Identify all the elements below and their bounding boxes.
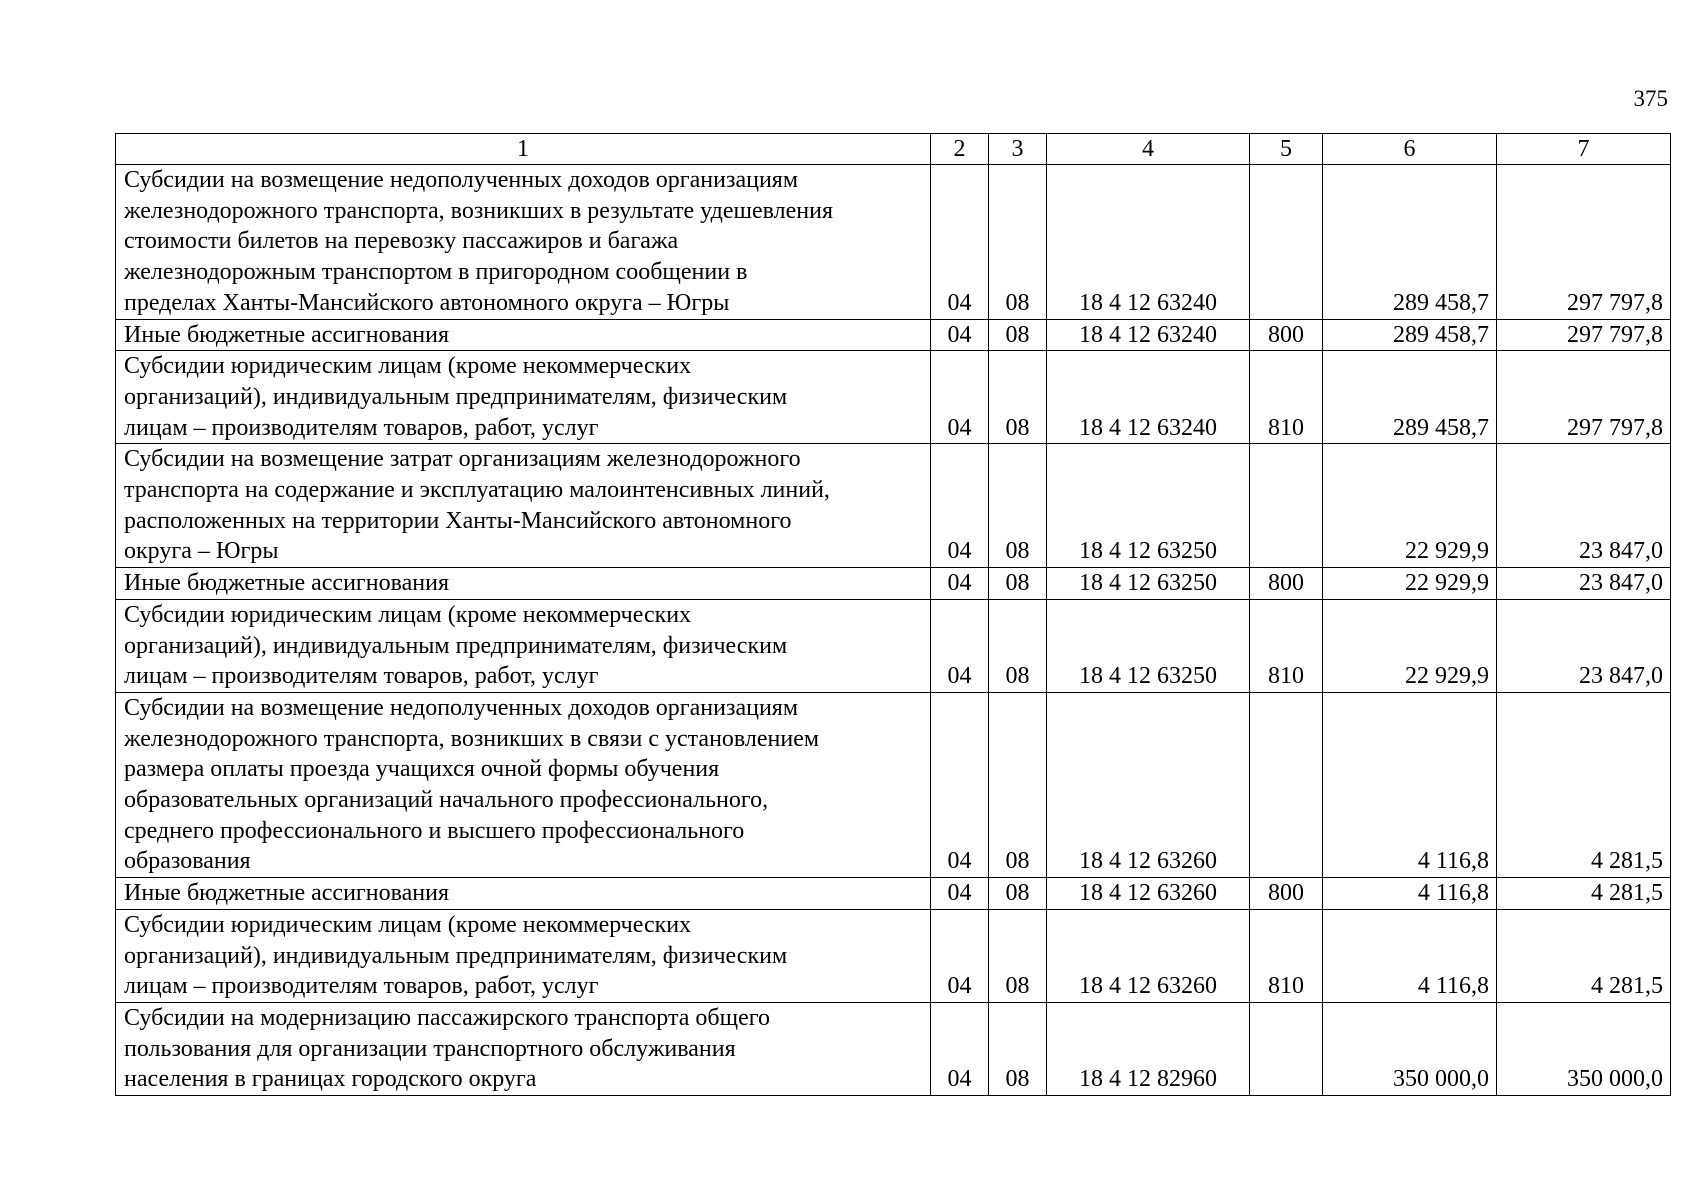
description-line: транспорта на содержание и эксплуатацию малоинтенсивных линий, bbox=[124, 477, 830, 504]
column-header: 2 bbox=[931, 134, 989, 165]
budget-table bbox=[115, 133, 1671, 1096]
description-line: стоимости билетов на перевозку пассажиров и багажа bbox=[124, 228, 679, 255]
row-description bbox=[116, 599, 931, 692]
description-line: Субсидии юридическим лицам (кроме некоммерческих bbox=[124, 601, 692, 628]
section-code-cell: 04 bbox=[931, 568, 989, 600]
description-line: Субсидии на модернизацию пассажирского транспорта общего bbox=[124, 1004, 770, 1031]
section-code-cell: 04 bbox=[931, 444, 989, 568]
amount-year-2-cell: 23 847,0 bbox=[1497, 568, 1671, 600]
section-code-cell: 04 bbox=[931, 909, 989, 1002]
expense-type-cell: 810 bbox=[1250, 909, 1323, 1002]
amount-year-1-cell: 4 116,8 bbox=[1323, 909, 1497, 1002]
table-body bbox=[116, 134, 1671, 1096]
table-row bbox=[116, 351, 1671, 444]
table-row bbox=[116, 444, 1671, 568]
description-line: лицам – производителям товаров, работ, услуг bbox=[124, 414, 599, 441]
expense-type-cell bbox=[1250, 1002, 1323, 1095]
target-article-cell: 18 4 12 63260 bbox=[1047, 909, 1250, 1002]
header-row bbox=[116, 134, 1671, 165]
row-description bbox=[116, 165, 931, 320]
target-article-cell: 18 4 12 63250 bbox=[1047, 568, 1250, 600]
target-article-cell: 18 4 12 63250 bbox=[1047, 599, 1250, 692]
target-article-cell: 18 4 12 63240 bbox=[1047, 319, 1250, 351]
description-line: железнодорожного транспорта, возникших в результате удешевления bbox=[124, 197, 833, 224]
description-line: железнодорожного транспорта, возникших в связи с установлением bbox=[124, 725, 820, 752]
column-header: 4 bbox=[1047, 134, 1250, 165]
expense-type-cell: 810 bbox=[1250, 599, 1323, 692]
description-line: пользования для организации транспортного обслуживания bbox=[124, 1035, 736, 1062]
target-article-cell: 18 4 12 63260 bbox=[1047, 878, 1250, 910]
description-line: Иные бюджетные ассигнования bbox=[124, 880, 449, 907]
expense-type-cell: 810 bbox=[1250, 351, 1323, 444]
amount-year-1-cell: 289 458,7 bbox=[1323, 351, 1497, 444]
column-header: 7 bbox=[1497, 134, 1671, 165]
expense-type-cell: 800 bbox=[1250, 878, 1323, 910]
amount-year-2-cell: 297 797,8 bbox=[1497, 319, 1671, 351]
amount-year-2-cell: 4 281,5 bbox=[1497, 878, 1671, 910]
amount-year-1-cell: 4 116,8 bbox=[1323, 692, 1497, 877]
description-line: расположенных на территории Ханты-Мансийского автономного bbox=[124, 507, 792, 534]
subsection-code-cell: 08 bbox=[989, 909, 1047, 1002]
row-description bbox=[116, 692, 931, 877]
description-line: Иные бюджетные ассигнования bbox=[124, 321, 449, 348]
column-header: 5 bbox=[1250, 134, 1323, 165]
target-article-cell: 18 4 12 63260 bbox=[1047, 692, 1250, 877]
description-line: округа – Югры bbox=[124, 538, 279, 565]
target-article-cell: 18 4 12 63240 bbox=[1047, 351, 1250, 444]
column-header: 3 bbox=[989, 134, 1047, 165]
subsection-code-cell: 08 bbox=[989, 692, 1047, 877]
amount-year-1-cell: 22 929,9 bbox=[1323, 444, 1497, 568]
target-article-cell: 18 4 12 63250 bbox=[1047, 444, 1250, 568]
column-header: 6 bbox=[1323, 134, 1497, 165]
amount-year-2-cell: 23 847,0 bbox=[1497, 599, 1671, 692]
expense-type-cell: 800 bbox=[1250, 319, 1323, 351]
row-description bbox=[116, 909, 931, 1002]
description-line: Субсидии на возмещение недополученных доходов организациям bbox=[124, 694, 799, 721]
subsection-code-cell: 08 bbox=[989, 878, 1047, 910]
amount-year-2-cell: 4 281,5 bbox=[1497, 909, 1671, 1002]
subsection-code-cell: 08 bbox=[989, 444, 1047, 568]
description-line: образовательных организаций начального профессионального, bbox=[124, 787, 769, 814]
subsection-code-cell: 08 bbox=[989, 568, 1047, 600]
amount-year-1-cell: 350 000,0 bbox=[1323, 1002, 1497, 1095]
amount-year-2-cell: 297 797,8 bbox=[1497, 165, 1671, 320]
expense-type-cell bbox=[1250, 444, 1323, 568]
section-code-cell: 04 bbox=[931, 692, 989, 877]
table-row bbox=[116, 568, 1671, 600]
row-description bbox=[116, 351, 931, 444]
table-row bbox=[116, 909, 1671, 1002]
expense-type-cell bbox=[1250, 165, 1323, 320]
description-line: организаций), индивидуальным предпринимателям, физическим bbox=[124, 383, 788, 410]
row-description bbox=[116, 568, 931, 600]
description-line: Субсидии на возмещение затрат организациям железнодорожного bbox=[124, 446, 801, 473]
amount-year-1-cell: 4 116,8 bbox=[1323, 878, 1497, 910]
description-line: образования bbox=[124, 848, 251, 875]
section-code-cell: 04 bbox=[931, 165, 989, 320]
row-description bbox=[116, 878, 931, 910]
amount-year-2-cell: 4 281,5 bbox=[1497, 692, 1671, 877]
subsection-code-cell: 08 bbox=[989, 351, 1047, 444]
column-header: 1 bbox=[116, 134, 931, 165]
amount-year-1-cell: 289 458,7 bbox=[1323, 319, 1497, 351]
target-article-cell: 18 4 12 82960 bbox=[1047, 1002, 1250, 1095]
description-line: организаций), индивидуальным предпринимателям, физическим bbox=[124, 632, 788, 659]
section-code-cell: 04 bbox=[931, 1002, 989, 1095]
description-line: лицам – производителям товаров, работ, услуг bbox=[124, 663, 599, 690]
description-line: Иные бюджетные ассигнования bbox=[124, 570, 449, 597]
row-description bbox=[116, 444, 931, 568]
amount-year-1-cell: 289 458,7 bbox=[1323, 165, 1497, 320]
description-line: лицам – производителям товаров, работ, услуг bbox=[124, 973, 599, 1000]
row-description bbox=[116, 1002, 931, 1095]
amount-year-1-cell: 22 929,9 bbox=[1323, 599, 1497, 692]
section-code-cell: 04 bbox=[931, 319, 989, 351]
amount-year-2-cell: 23 847,0 bbox=[1497, 444, 1671, 568]
table-row bbox=[116, 1002, 1671, 1095]
subsection-code-cell: 08 bbox=[989, 1002, 1047, 1095]
table-row bbox=[116, 599, 1671, 692]
section-code-cell: 04 bbox=[931, 878, 989, 910]
amount-year-2-cell: 350 000,0 bbox=[1497, 1002, 1671, 1095]
description-line: населения в границах городского округа bbox=[124, 1066, 537, 1093]
subsection-code-cell: 08 bbox=[989, 319, 1047, 351]
section-code-cell: 04 bbox=[931, 351, 989, 444]
description-line: железнодорожным транспортом в пригородном сообщении в bbox=[124, 259, 748, 286]
description-line: Субсидии юридическим лицам (кроме некоммерческих bbox=[124, 911, 692, 938]
amount-year-1-cell: 22 929,9 bbox=[1323, 568, 1497, 600]
table-row bbox=[116, 692, 1671, 877]
target-article-cell: 18 4 12 63240 bbox=[1047, 165, 1250, 320]
description-line: размера оплаты проезда учащихся очной формы обучения bbox=[124, 756, 720, 783]
description-line: организаций), индивидуальным предпринимателям, физическим bbox=[124, 942, 788, 969]
subsection-code-cell: 08 bbox=[989, 599, 1047, 692]
row-description bbox=[116, 319, 931, 351]
table-row bbox=[116, 319, 1671, 351]
expense-type-cell: 800 bbox=[1250, 568, 1323, 600]
table-row bbox=[116, 878, 1671, 910]
amount-year-2-cell: 297 797,8 bbox=[1497, 351, 1671, 444]
description-line: пределах Ханты-Мансийского автономного округа – Югры bbox=[124, 289, 730, 316]
description-line: Субсидии на возмещение недополученных доходов организациям bbox=[124, 167, 799, 193]
section-code-cell: 04 bbox=[931, 599, 989, 692]
expense-type-cell bbox=[1250, 692, 1323, 877]
subsection-code-cell: 08 bbox=[989, 165, 1047, 320]
description-line: Субсидии юридическим лицам (кроме некоммерческих bbox=[124, 353, 692, 380]
description-line: среднего профессионального и высшего профессионального bbox=[124, 817, 745, 844]
page-number: 375 bbox=[1633, 86, 1668, 111]
table-row bbox=[116, 165, 1671, 320]
